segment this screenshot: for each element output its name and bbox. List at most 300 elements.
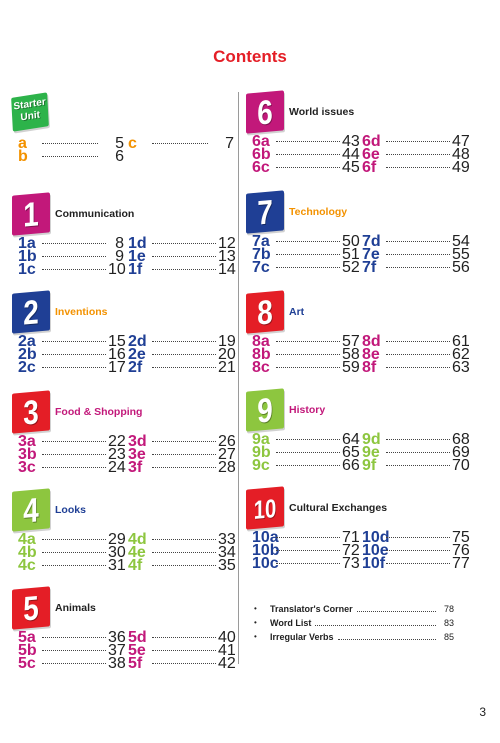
leader-dots [276,439,340,440]
lesson-entry-2c[interactable] [18,359,126,376]
lesson-entry-5a[interactable] [18,629,126,646]
extra-page-number: 83 [443,618,454,628]
leader-dots [42,441,106,442]
lesson-label: 10e [362,542,389,559]
lesson-page-number: 61 [452,333,470,350]
lesson-entry-8b[interactable] [252,346,360,363]
lesson-entry-10e[interactable] [362,542,470,559]
lesson-label: 5b [18,642,37,659]
lesson-page-number: 36 [108,629,126,646]
lesson-label: 6f [362,159,377,176]
unit-badge [12,390,50,433]
lesson-page-number: 66 [342,457,360,474]
lesson-label: 2c [18,359,36,376]
lesson-page-number: 20 [218,346,236,363]
lesson-label: 4a [18,531,36,548]
unit-badge [246,388,284,431]
leader-dots [386,465,450,466]
unit-badge [246,486,284,529]
lesson-label: 7b [252,246,271,263]
lesson-page-number: 55 [452,246,470,263]
leader-dots [276,563,340,564]
leader-dots [42,256,106,257]
lesson-entry-3d[interactable] [128,433,236,450]
lesson-label: 3d [128,433,147,450]
leader-dots [386,537,450,538]
unit-block-u9 [246,390,474,478]
lesson-entry-6b[interactable] [252,146,360,163]
lesson-page-number: 63 [452,359,470,376]
lesson-page-number: 6 [115,148,124,165]
lesson-label: 4e [128,544,146,561]
lesson-label: 3b [18,446,37,463]
lesson-label: 3f [128,459,143,476]
unit-block-u2 [12,292,240,380]
lesson-page-number: 57 [342,333,360,350]
lesson-entry-1e[interactable] [128,248,236,265]
lesson-page-number: 48 [452,146,470,163]
lesson-entry-2f[interactable] [128,359,236,376]
lesson-entry-a[interactable] [18,135,124,152]
lesson-entry-10b[interactable] [252,542,360,559]
lesson-page-number: 17 [108,359,126,376]
lesson-label: 9c [252,457,270,474]
lesson-label: 1c [18,261,36,278]
lesson-label: 6c [252,159,270,176]
leader-dots [386,254,450,255]
lesson-entry-9b[interactable] [252,444,360,461]
unit-title: Food & Shopping [55,406,143,418]
leader-dots [386,141,450,142]
lesson-label: 3c [18,459,36,476]
leader-dots [152,367,216,368]
leader-dots [276,141,340,142]
lesson-entry-2d[interactable] [128,333,236,350]
leader-dots [42,663,106,664]
lesson-page-number: 5 [115,135,124,152]
leader-dots [42,650,106,651]
leader-dots [338,639,436,640]
lesson-entry-1a[interactable] [18,235,124,252]
lesson-entry-5b[interactable] [18,642,126,659]
lesson-page-number: 69 [452,444,470,461]
unit-badge [12,488,50,531]
unit-number: 6 [257,93,273,133]
lesson-label: 4d [128,531,147,548]
leader-dots [276,267,340,268]
lesson-entry-5d[interactable] [128,629,236,646]
bullet-icon: • [254,604,257,613]
leader-dots [386,354,450,355]
leader-dots [152,467,216,468]
lesson-label: 4f [128,557,143,574]
lesson-label: 5c [18,655,36,672]
leader-dots [152,565,216,566]
lesson-label: 1d [128,235,147,252]
lesson-entry-6c[interactable] [252,159,360,176]
lesson-entry-6a[interactable] [252,133,360,150]
lesson-entry-4d[interactable] [128,531,236,548]
lesson-page-number: 9 [115,248,124,265]
lesson-page-number: 14 [218,261,236,278]
unit-block-u4 [12,490,240,578]
lesson-entry-1f[interactable] [128,261,236,278]
lesson-entry-7a[interactable] [252,233,360,250]
unit-block-u1 [12,194,240,282]
leader-dots [386,267,450,268]
lesson-page-number: 52 [342,259,360,276]
lesson-label: c [128,135,137,152]
unit-number: 8 [257,293,273,333]
lesson-page-number: 49 [452,159,470,176]
lesson-entry-2b[interactable] [18,346,126,363]
lesson-label: 5e [128,642,146,659]
unit-title: Cultural Exchanges [289,502,388,514]
unit-badge [12,290,50,333]
lesson-entry-10c[interactable] [252,555,360,572]
leader-dots [386,154,450,155]
lesson-label: 7e [362,246,380,263]
lesson-entry-b[interactable] [18,148,124,165]
unit-block-starter [12,95,240,183]
extra-label: Word List [270,618,312,628]
lesson-entry-6d[interactable] [362,133,470,150]
lesson-page-number: 76 [452,542,470,559]
lesson-page-number: 28 [218,459,236,476]
lesson-entry-2a[interactable] [18,333,126,350]
leader-dots [152,256,216,257]
leader-dots [42,637,106,638]
leader-dots [357,611,436,612]
lesson-entry-7e[interactable] [362,246,470,263]
lesson-page-number: 65 [342,444,360,461]
lesson-entry-1d[interactable] [128,235,236,252]
leader-dots [152,637,216,638]
unit-number: 3 [23,393,39,433]
leader-dots [42,454,106,455]
lesson-entry-8c[interactable] [252,359,360,376]
lesson-label: 10f [362,555,386,572]
lesson-label: a [18,135,27,152]
lesson-entry-3b[interactable] [18,446,126,463]
leader-dots [42,269,106,270]
lesson-entry-5f[interactable] [128,655,236,672]
unit-title: Looks [55,504,86,516]
lesson-entry-9e[interactable] [362,444,470,461]
lesson-page-number: 12 [218,235,236,252]
lesson-label: 7d [362,233,381,250]
lesson-label: 8e [362,346,380,363]
unit-block-u3 [12,392,240,480]
unit-number: 5 [23,589,39,629]
unit-title: Communication [55,208,135,220]
lesson-page-number: 26 [218,433,236,450]
lesson-label: 1b [18,248,37,265]
lesson-page-number: 62 [452,346,470,363]
lesson-entry-5c[interactable] [18,655,126,672]
lesson-label: 9f [362,457,377,474]
lesson-page-number: 38 [108,655,126,672]
unit-number: 2 [23,293,39,333]
lesson-label: 10a [252,529,279,546]
lesson-entry-1b[interactable] [18,248,124,265]
starter-unit-badge: Starter Unit [11,92,49,131]
lesson-label: 6a [252,133,270,150]
lesson-label: 9d [362,431,381,448]
lesson-page-number: 68 [452,431,470,448]
lesson-label: 9e [362,444,380,461]
lesson-label: 2f [128,359,143,376]
lesson-label: 7c [252,259,270,276]
lesson-label: 3e [128,446,146,463]
extra-page-number: 85 [443,632,454,642]
lesson-page-number: 29 [108,531,126,548]
leader-dots [152,243,216,244]
lesson-page-number: 47 [452,133,470,150]
lesson-entry-8d[interactable] [362,333,470,350]
lesson-page-number: 35 [218,557,236,574]
unit-badge [246,190,284,233]
lesson-label: 5a [18,629,36,646]
leader-dots [276,465,340,466]
lesson-page-number: 13 [218,248,236,265]
leader-dots [276,254,340,255]
lesson-label: 7f [362,259,377,276]
unit-title: Animals [55,602,96,614]
leader-dots [42,539,106,540]
unit-title: Art [289,306,305,318]
lesson-page-number: 21 [218,359,236,376]
bullet-icon: • [254,632,257,641]
lesson-label: 4c [18,557,36,574]
leader-dots [276,537,340,538]
lesson-entry-10a[interactable] [252,529,360,546]
lesson-label: 1f [128,261,143,278]
lesson-entry-3e[interactable] [128,446,236,463]
lesson-page-number: 24 [108,459,126,476]
lesson-entry-9c[interactable] [252,457,360,474]
lesson-page-number: 27 [218,446,236,463]
lesson-label: 4b [18,544,37,561]
leader-dots [386,167,450,168]
extra-entry[interactable] [254,617,454,629]
lesson-entry-4f[interactable] [128,557,236,574]
leader-dots [276,367,340,368]
unit-number: 4 [23,491,39,531]
unit-title: History [289,404,326,416]
unit-title: Inventions [55,306,108,318]
lesson-page-number: 77 [452,555,470,572]
lesson-label: 2a [18,333,36,350]
bullet-icon: • [254,618,257,627]
lesson-label: 1e [128,248,146,265]
lesson-page-number: 71 [342,529,360,546]
leader-dots [276,354,340,355]
lesson-page-number: 10 [108,261,126,278]
leader-dots [152,663,216,664]
unit-title: Technology [289,206,348,218]
leader-dots [152,539,216,540]
leader-dots [152,441,216,442]
lesson-label: 6e [362,146,380,163]
page-number: 3 [479,705,486,719]
lesson-entry-4e[interactable] [128,544,236,561]
leader-dots [152,341,216,342]
lesson-label: 5f [128,655,143,672]
lesson-page-number: 37 [108,642,126,659]
lesson-label: 6b [252,146,271,163]
lesson-page-number: 31 [108,557,126,574]
lesson-entry-9a[interactable] [252,431,360,448]
unit-block-u8 [246,292,474,380]
leader-dots [42,565,106,566]
leader-dots [152,552,216,553]
lesson-page-number: 43 [342,133,360,150]
leader-dots [386,550,450,551]
lesson-label: 8c [252,359,270,376]
lesson-entry-9d[interactable] [362,431,470,448]
lesson-label: 5d [128,629,147,646]
leader-dots [276,241,340,242]
lesson-label: 7a [252,233,270,250]
lesson-entry-6f[interactable] [362,159,470,176]
leader-dots [276,550,340,551]
lesson-entry-7d[interactable] [362,233,470,250]
lesson-label: 8f [362,359,377,376]
lesson-page-number: 33 [218,531,236,548]
lesson-label: 9a [252,431,270,448]
lesson-page-number: 58 [342,346,360,363]
leader-dots [152,454,216,455]
lesson-page-number: 16 [108,346,126,363]
unit-badge [246,90,284,133]
lesson-label: 6d [362,133,381,150]
leader-dots [42,354,106,355]
lesson-page-number: 56 [452,259,470,276]
leader-dots [42,467,106,468]
lesson-entry-4b[interactable] [18,544,126,561]
lesson-page-number: 75 [452,529,470,546]
lesson-label: 8b [252,346,271,363]
lesson-page-number: 7 [225,135,234,152]
lesson-page-number: 22 [108,433,126,450]
lesson-label: 2b [18,346,37,363]
lesson-entry-7b[interactable] [252,246,360,263]
lesson-page-number: 19 [218,333,236,350]
lesson-label: 2e [128,346,146,363]
leader-dots [152,269,216,270]
lesson-page-number: 34 [218,544,236,561]
lesson-page-number: 8 [115,235,124,252]
lesson-entry-7f[interactable] [362,259,470,276]
lesson-page-number: 44 [342,146,360,163]
leader-dots [276,167,340,168]
unit-block-u5 [12,588,240,676]
lesson-page-number: 30 [108,544,126,561]
lesson-page-number: 42 [218,655,236,672]
unit-number: 10 [253,493,277,525]
lesson-entry-1c[interactable] [18,261,126,278]
leader-dots [42,367,106,368]
unit-title: World issues [289,106,355,118]
lesson-page-number: 41 [218,642,236,659]
lesson-page-number: 15 [108,333,126,350]
leader-dots [276,154,340,155]
unit-number: 1 [23,195,39,235]
lesson-label: b [18,148,28,165]
page-title: Contents [213,47,287,66]
leader-dots [386,241,450,242]
leader-dots [386,563,450,564]
lesson-entry-2e[interactable] [128,346,236,363]
lesson-entry-4a[interactable] [18,531,126,548]
lesson-page-number: 23 [108,446,126,463]
unit-block-u7 [246,192,474,280]
unit-badge [246,290,284,333]
leader-dots [386,341,450,342]
lesson-entry-6e[interactable] [362,146,470,163]
lesson-label: 8d [362,333,381,350]
unit-badge [12,192,50,235]
lesson-page-number: 73 [342,555,360,572]
leader-dots [42,243,106,244]
lesson-page-number: 45 [342,159,360,176]
lesson-entry-8e[interactable] [362,346,470,363]
extra-entry[interactable] [254,631,454,643]
lesson-entry-4c[interactable] [18,557,126,574]
leader-dots [42,156,98,157]
lesson-page-number: 70 [452,457,470,474]
lesson-page-number: 51 [342,246,360,263]
leader-dots [42,341,106,342]
leader-dots [386,452,450,453]
lesson-entry-c[interactable] [128,135,234,152]
lesson-label: 2d [128,333,147,350]
lesson-page-number: 64 [342,431,360,448]
lesson-entry-5e[interactable] [128,642,236,659]
unit-number: 7 [257,193,273,233]
lesson-label: 1a [18,235,36,252]
extra-label: Irregular Verbs [270,632,334,642]
unit-badge [12,586,50,629]
unit-block-u10 [246,488,474,576]
lesson-page-number: 40 [218,629,236,646]
unit-block-u6 [246,92,474,180]
leader-dots [276,452,340,453]
extra-page-number: 78 [443,604,454,614]
leader-dots [386,367,450,368]
lesson-label: 10d [362,529,390,546]
leader-dots [152,650,216,651]
lesson-page-number: 72 [342,542,360,559]
lesson-entry-10d[interactable] [362,529,470,546]
lesson-entry-8f[interactable] [362,359,470,376]
lesson-label: 3a [18,433,36,450]
extra-entry[interactable] [254,603,454,615]
lesson-page-number: 59 [342,359,360,376]
unit-number: 9 [257,391,273,431]
lesson-entry-7c[interactable] [252,259,360,276]
lesson-entry-3a[interactable] [18,433,126,450]
leader-dots [42,552,106,553]
lesson-entry-3f[interactable] [128,459,236,476]
lesson-entry-3c[interactable] [18,459,126,476]
lesson-entry-9f[interactable] [362,457,470,474]
lesson-entry-8a[interactable] [252,333,360,350]
lesson-page-number: 54 [452,233,470,250]
leader-dots [152,143,208,144]
lesson-entry-10f[interactable] [362,555,470,572]
